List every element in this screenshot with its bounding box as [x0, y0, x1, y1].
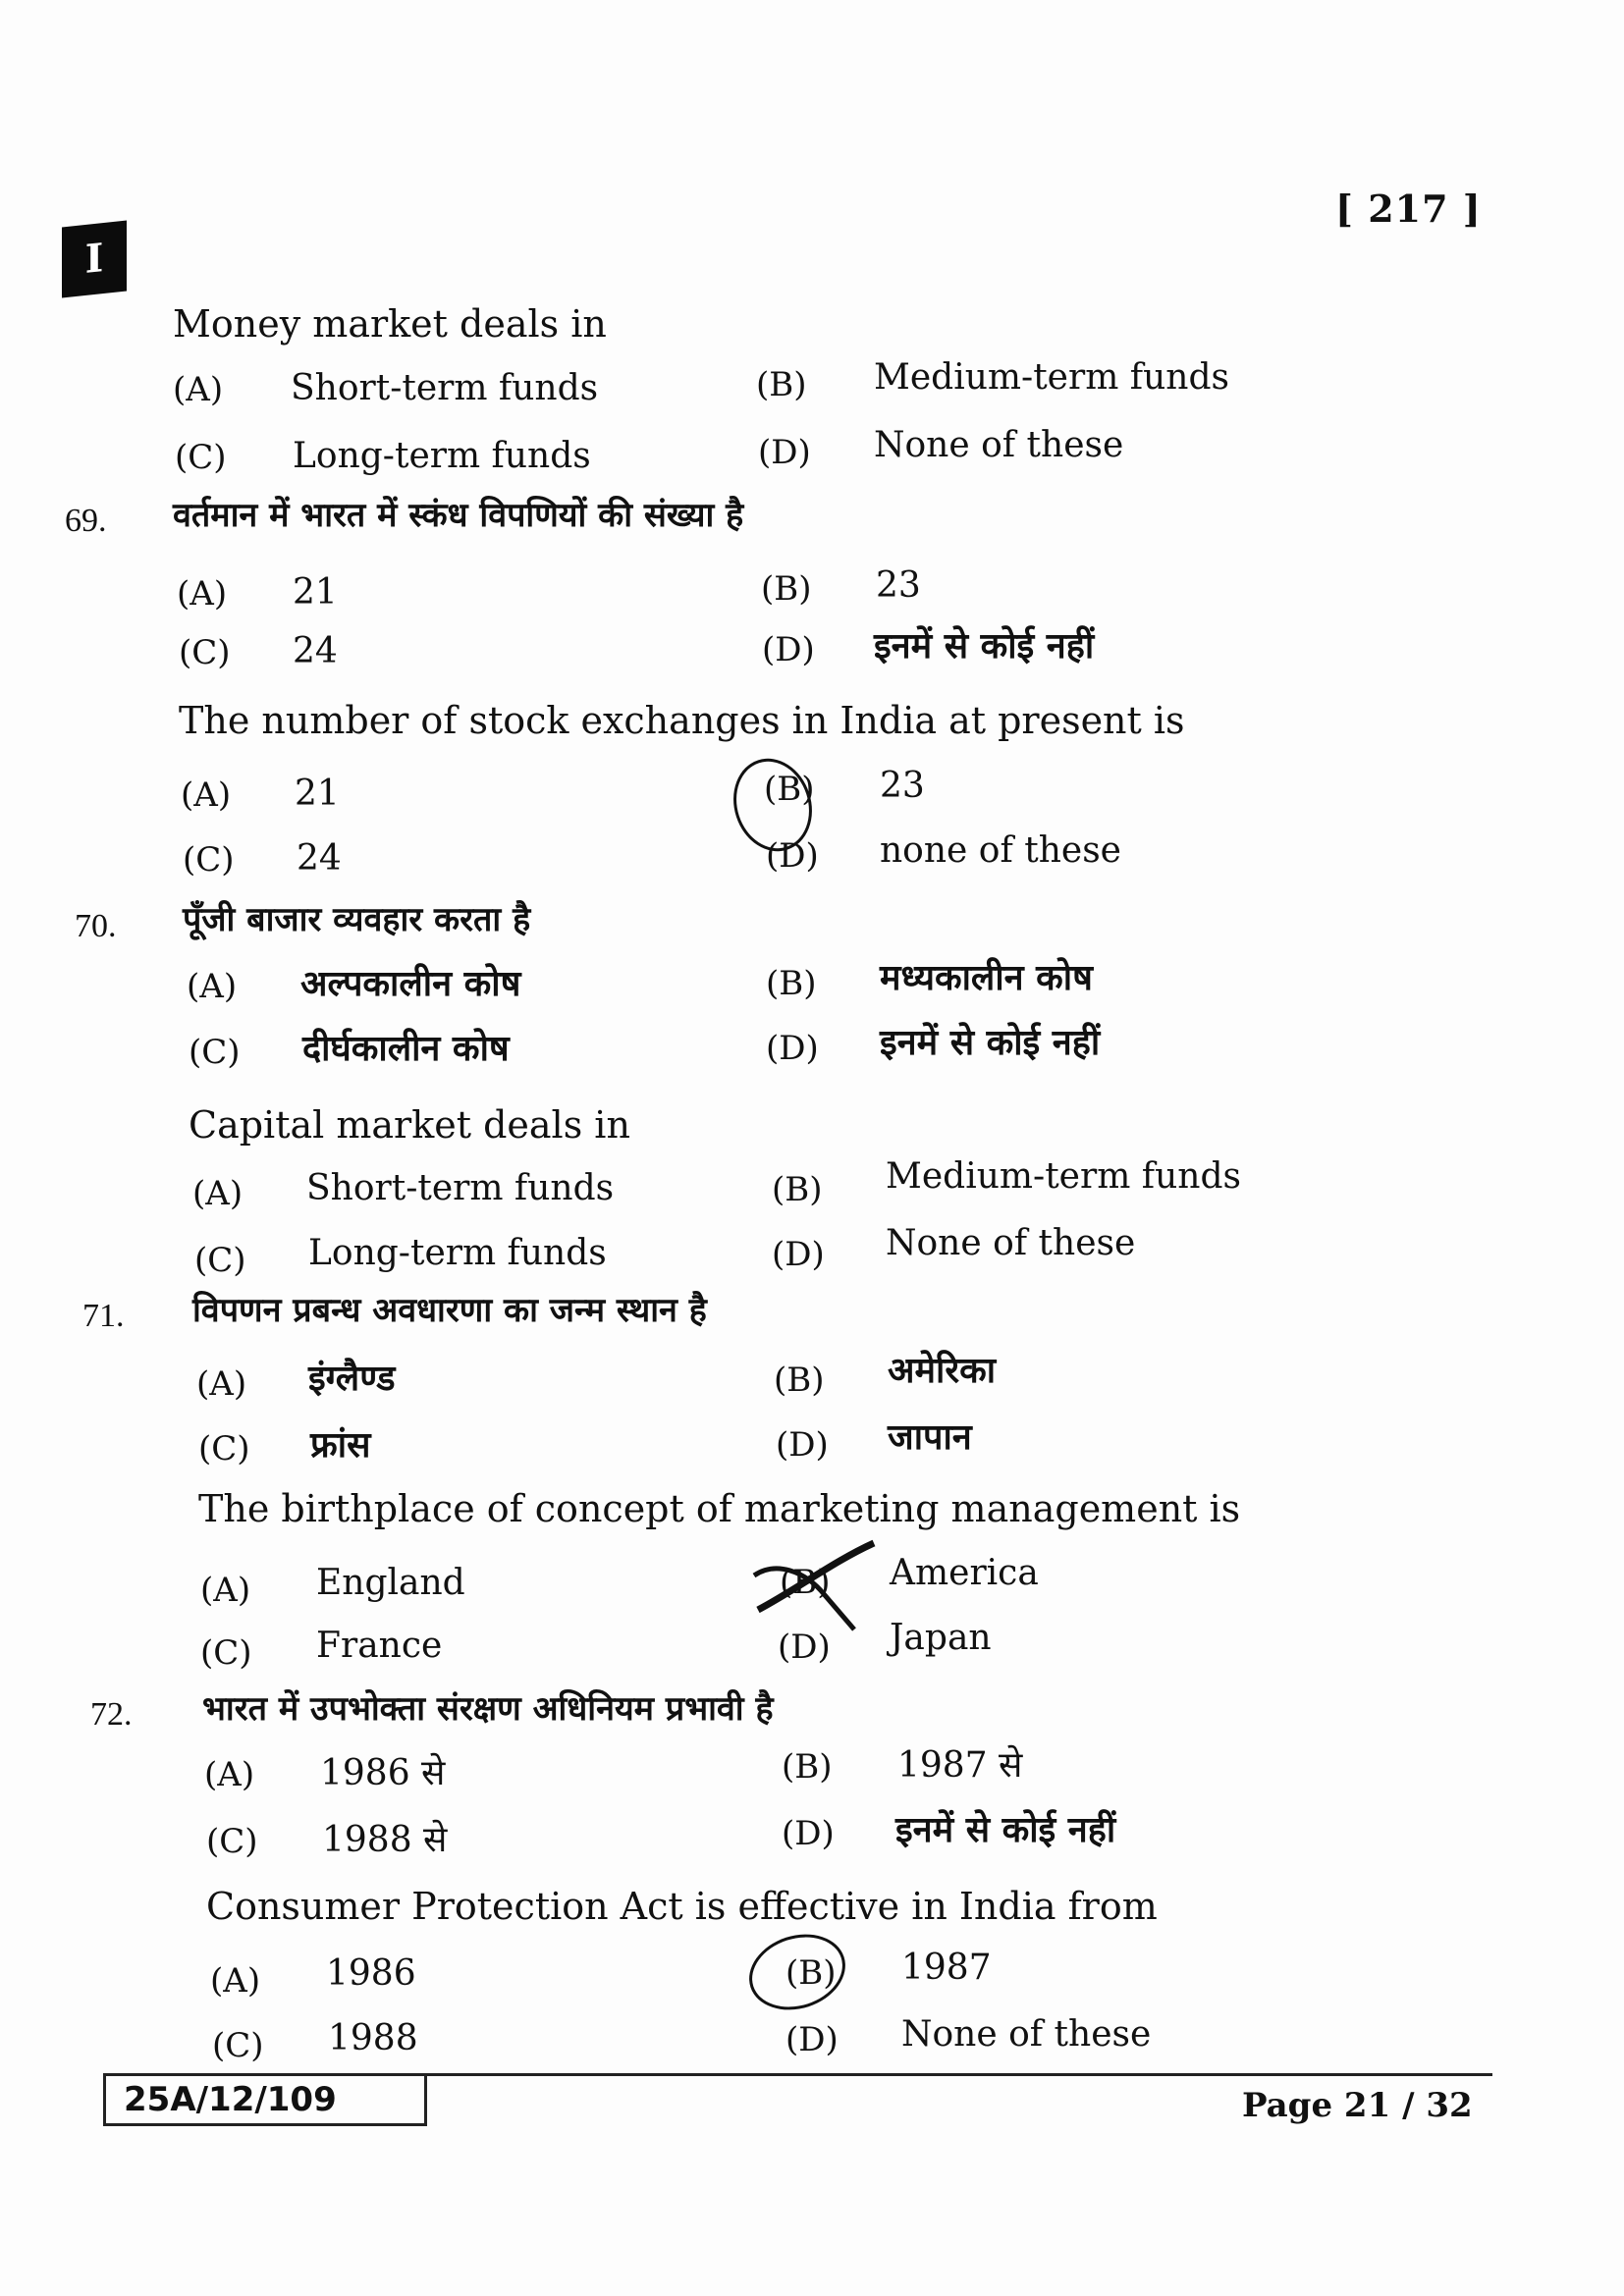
option-text: इंग्लैण्ड — [308, 1359, 396, 1399]
page-indicator: Page 21 / 32 — [1242, 2086, 1473, 2125]
option-letter: (A) — [192, 1174, 244, 1213]
question-stem-hindi: वर्तमान में भारत में स्कंध विपणियों की संख्या है — [173, 496, 744, 535]
option-text: इनमें से कोई नहीं — [880, 1023, 1101, 1063]
question-stem-hindi: पूँजी बाजार व्यवहार करता है — [183, 900, 531, 939]
option-text: 1988 — [328, 2018, 418, 2058]
option-text: 24 — [297, 838, 342, 879]
option-text: मध्यकालीन कोष — [880, 958, 1093, 998]
option-text: England — [316, 1563, 465, 1603]
option-letter: (A) — [181, 775, 232, 815]
question-stem-hindi: भारत में उपभोक्ता संरक्षण अधिनियम प्रभावी है — [202, 1689, 774, 1729]
option-letter: (A) — [200, 1571, 251, 1610]
option-text: 21 — [293, 572, 338, 613]
option-letter: (A) — [187, 967, 238, 1006]
option-letter: (C) — [212, 2026, 264, 2065]
question-number: 72. — [90, 1696, 133, 1733]
paper-code-box: 25A/12/109 — [103, 2073, 427, 2126]
question-number: 70. — [75, 908, 117, 944]
option-text: फ्रांस — [310, 1425, 371, 1466]
option-text: Japan — [890, 1618, 992, 1658]
option-letter: (C) — [198, 1429, 250, 1468]
option-letter: (C) — [175, 438, 227, 477]
option-text: none of these — [880, 830, 1121, 871]
option-text: None of these — [886, 1223, 1136, 1263]
question-number: 71. — [82, 1298, 125, 1334]
option-text: 21 — [295, 774, 340, 814]
option-letter: (C) — [206, 1822, 258, 1861]
option-letter: (D) — [758, 433, 811, 472]
option-letter: (B) — [761, 569, 812, 609]
option-text: America — [890, 1553, 1039, 1593]
option-letter: (D) — [782, 1814, 835, 1853]
option-text: 1986 से — [320, 1753, 446, 1793]
option-text: 1988 से — [322, 1820, 448, 1860]
option-letter: (A) — [177, 574, 228, 614]
answer-cross-mark — [746, 1531, 884, 1639]
option-text: France — [316, 1626, 443, 1666]
option-letter: (B) — [774, 1361, 825, 1400]
option-letter-marked: (B) — [785, 1953, 837, 1993]
option-text: Medium-term funds — [886, 1156, 1241, 1197]
option-text: इनमें से कोई नहीं — [895, 1810, 1116, 1850]
option-text: Medium-term funds — [874, 357, 1229, 398]
question-stem-english: Money market deals in — [173, 302, 607, 346]
option-text: 23 — [880, 766, 925, 806]
option-text: Short-term funds — [306, 1168, 615, 1208]
option-letter: (D) — [772, 1235, 825, 1274]
option-text: इनमें से कोई नहीं — [874, 626, 1095, 667]
option-text: Long-term funds — [308, 1233, 607, 1273]
option-letter: (A) — [173, 370, 224, 409]
question-stem-english: Consumer Protection Act is effective in India from — [206, 1885, 1158, 1928]
option-letter: (A) — [204, 1755, 255, 1794]
set-badge: I — [62, 221, 127, 298]
option-text: None of these — [901, 2014, 1152, 2055]
option-text: जापान — [888, 1417, 972, 1458]
option-text: Long-term funds — [293, 436, 591, 476]
option-letter: (B) — [756, 365, 807, 404]
option-text: 23 — [876, 565, 921, 606]
question-stem-hindi: विपणन प्रबन्ध अवधारणा का जन्म स्थान है — [192, 1291, 707, 1330]
option-text: दीर्घकालीन कोष — [302, 1029, 510, 1069]
question-stem-english: The birthplace of concept of marketing management is — [198, 1487, 1241, 1530]
option-text: 1986 — [326, 1953, 416, 1994]
option-letter: (C) — [200, 1633, 252, 1673]
option-letter: (A) — [196, 1364, 247, 1404]
option-letter: (C) — [189, 1033, 241, 1072]
option-letter: (D) — [762, 630, 815, 669]
option-text: 1987 — [901, 1948, 992, 1988]
option-text: Short-term funds — [291, 368, 599, 408]
option-text: 1987 से — [897, 1745, 1023, 1786]
option-letter-marked: (B) — [764, 770, 815, 809]
option-text: 24 — [293, 631, 338, 671]
option-text: अमेरिका — [888, 1351, 997, 1391]
option-text: अल्पकालीन कोष — [300, 964, 521, 1004]
question-number: 69. — [65, 503, 107, 539]
option-letter: (B) — [772, 1170, 823, 1209]
option-letter: (C) — [194, 1241, 246, 1280]
option-letter: (D) — [766, 1029, 819, 1068]
option-letter: (D) — [785, 2020, 839, 2059]
question-stem-english: Capital market deals in — [189, 1103, 630, 1147]
option-letter: (C) — [183, 840, 235, 880]
option-letter: (D) — [776, 1425, 829, 1465]
option-letter: (C) — [179, 633, 231, 672]
option-letter-marked: (B) — [780, 1563, 831, 1602]
question-stem-english: The number of stock exchanges in India at present is — [179, 699, 1185, 742]
option-letter: (B) — [766, 964, 817, 1003]
option-text: None of these — [874, 425, 1124, 465]
option-letter: (A) — [210, 1961, 261, 2001]
option-letter: (D) — [778, 1628, 831, 1667]
page-number-header: [ 217 ] — [1335, 187, 1482, 231]
option-letter: (B) — [782, 1747, 833, 1787]
option-letter: (D) — [766, 836, 819, 876]
